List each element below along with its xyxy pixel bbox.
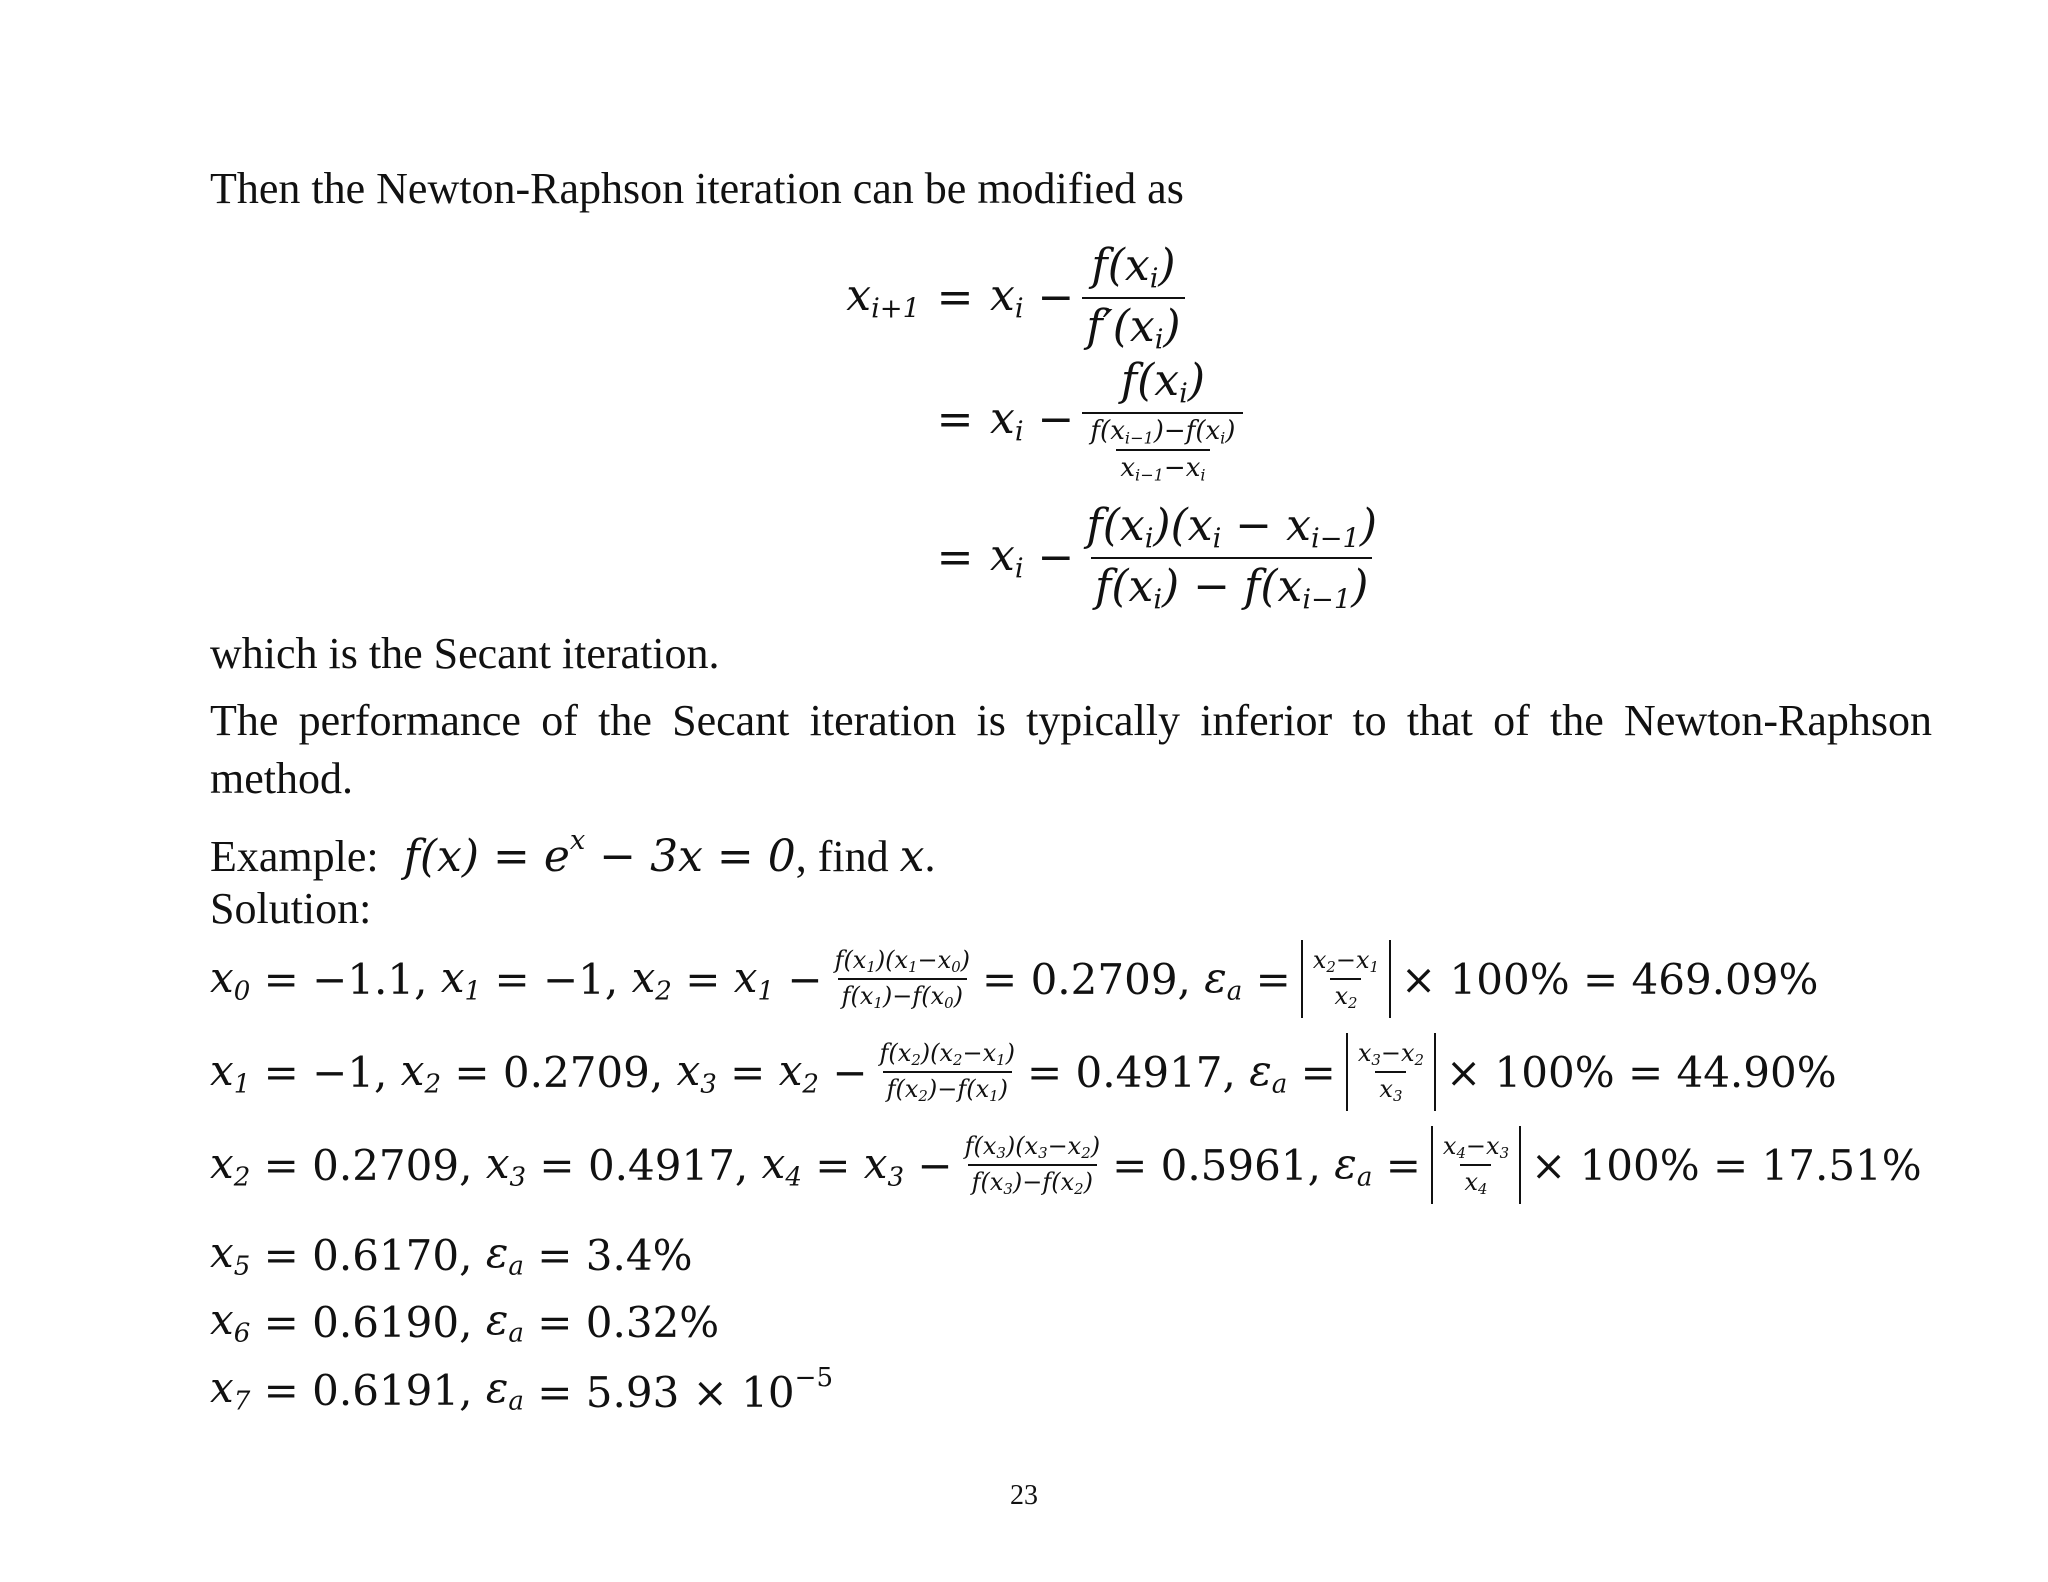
equals-sign: = bbox=[936, 394, 974, 446]
fraction-denominator bbox=[1082, 412, 1243, 485]
iteration-fraction: $\frac{f(x_3)(x_3-x_2)}{f(x_3)-f(x_2)}$ bbox=[964, 1132, 1101, 1199]
relative-error-abs: $\frac{x_4-x_3}{x_4}$ bbox=[1431, 1126, 1521, 1204]
iteration-line-2: $x_1$ = −1, $x_2$ = 0.2709, $x_3$ = $x_2$ − $\frac{f(x_2)(x_2-x_1)}{f(x_2)-f(x_1)}$ = 0.4917, $\varepsilon_a$ = $\frac{x_3-x_2}{x_3}$ × 100% = 44.90% bbox=[210, 1033, 1837, 1111]
relative-error-abs: $\frac{x_2-x_1}{x_2}$ bbox=[1301, 940, 1391, 1018]
derivation-row-2: = $x_i$ − $\frac{f(x_i)}{\frac{f(x_{i-1})-f(x_i)}{x_{i-1}-x_i}}$ bbox=[790, 355, 1251, 485]
derivation-row-1: $x_{i+1}$ = $x_i$ − $\frac{f(x_i)}{f'(x_i)}$ bbox=[790, 240, 1193, 355]
performance-paragraph: The performance of the Secant iteration is typically inferior to that of the Newton-Raphson method. bbox=[210, 696, 1932, 803]
fraction-denominator: $f'(x_i)$ bbox=[1082, 297, 1184, 356]
iteration-fraction: $\frac{f(x_2)(x_2-x_1)}{f(x_2)-f(x_1)}$ bbox=[879, 1039, 1016, 1106]
solution-label: Solution: bbox=[210, 884, 372, 933]
example-label: Example: bbox=[210, 831, 379, 881]
result-line-x7: $x_7$ = 0.6191, $\varepsilon_a$ = $5.93 \times 10^{-5}$ bbox=[210, 1363, 834, 1417]
error-percent: × 100% = 469.09% bbox=[1401, 954, 1819, 1004]
derivation-row-3: = $x_i$ − $\frac{f(x_i)(x_i - x_{i-1})}{f(x_i) - f(x_{i-1})}$ bbox=[790, 500, 1389, 615]
fraction-numerator: $f(x_i)(x_i - x_{i-1})$ bbox=[1086, 500, 1378, 555]
result-line-x6: $x_6$ = 0.6190, $\varepsilon_a$ = 0.32% bbox=[210, 1295, 720, 1349]
derivative-approx-fraction: $\frac{f(x_{i-1})-f(x_i)}{x_{i-1}-x_i}$ bbox=[1090, 415, 1236, 485]
iteration-line-3: $x_2$ = 0.2709, $x_3$ = 0.4917, $x_4$ = $x_3$ − $\frac{f(x_3)(x_3-x_2)}{f(x_3)-f(x_2)}$ = 0.5961, $\varepsilon_a$ = $\frac{x_4-x_3}{x_4}$ × 100% = 17.51% bbox=[210, 1126, 1922, 1204]
fraction-numerator: $f(x_i)$ bbox=[1120, 355, 1206, 410]
secant-fraction bbox=[1082, 500, 1381, 615]
example-line: Example: $f(x) = e^x - 3x = 0$, find x. bbox=[210, 825, 936, 882]
relative-error-abs: $\frac{x_3-x_2}{x_3}$ bbox=[1346, 1033, 1436, 1111]
error-percent: × 100% = 17.51% bbox=[1531, 1140, 1922, 1190]
intro-paragraph: Then the Newton-Raphson iteration can be modified as bbox=[210, 164, 1184, 213]
example-equation: $f(x) = e^x - 3x = 0$ bbox=[389, 825, 796, 882]
equals-sign: = bbox=[936, 532, 974, 584]
page-number: 23 bbox=[1010, 1480, 1038, 1511]
result-line-x5: $x_5$ = 0.6170, $\varepsilon_a$ = 3.4% bbox=[210, 1228, 693, 1282]
fraction-numerator: $f(x_i)$ bbox=[1091, 240, 1176, 295]
iteration-fraction: $\frac{f(x_1)(x_1-x_0)}{f(x_1)-f(x_0)}$ bbox=[834, 946, 971, 1013]
iteration-line-1: $x_0$ = −1.1, $x_1$ = −1, $x_2$ = $x_1$ − $\frac{f(x_1)(x_1-x_0)}{f(x_1)-f(x_0)}$ = 0.2709, $\varepsilon_a$ = $\frac{x_2-x_1}{x_2}$ × 100% = 469.09% bbox=[210, 940, 1818, 1018]
derivation-lhs: $x_{i+1}$ bbox=[846, 270, 920, 325]
fraction-denominator: $f(x_i) - f(x_{i-1})$ bbox=[1091, 557, 1372, 616]
newton-fraction bbox=[1082, 240, 1184, 355]
secant-approx-fraction bbox=[1082, 355, 1243, 485]
secant-note: which is the Secant iteration. bbox=[210, 629, 720, 678]
error-percent: × 100% = 44.90% bbox=[1445, 1047, 1837, 1097]
equals-sign: = bbox=[936, 272, 974, 324]
